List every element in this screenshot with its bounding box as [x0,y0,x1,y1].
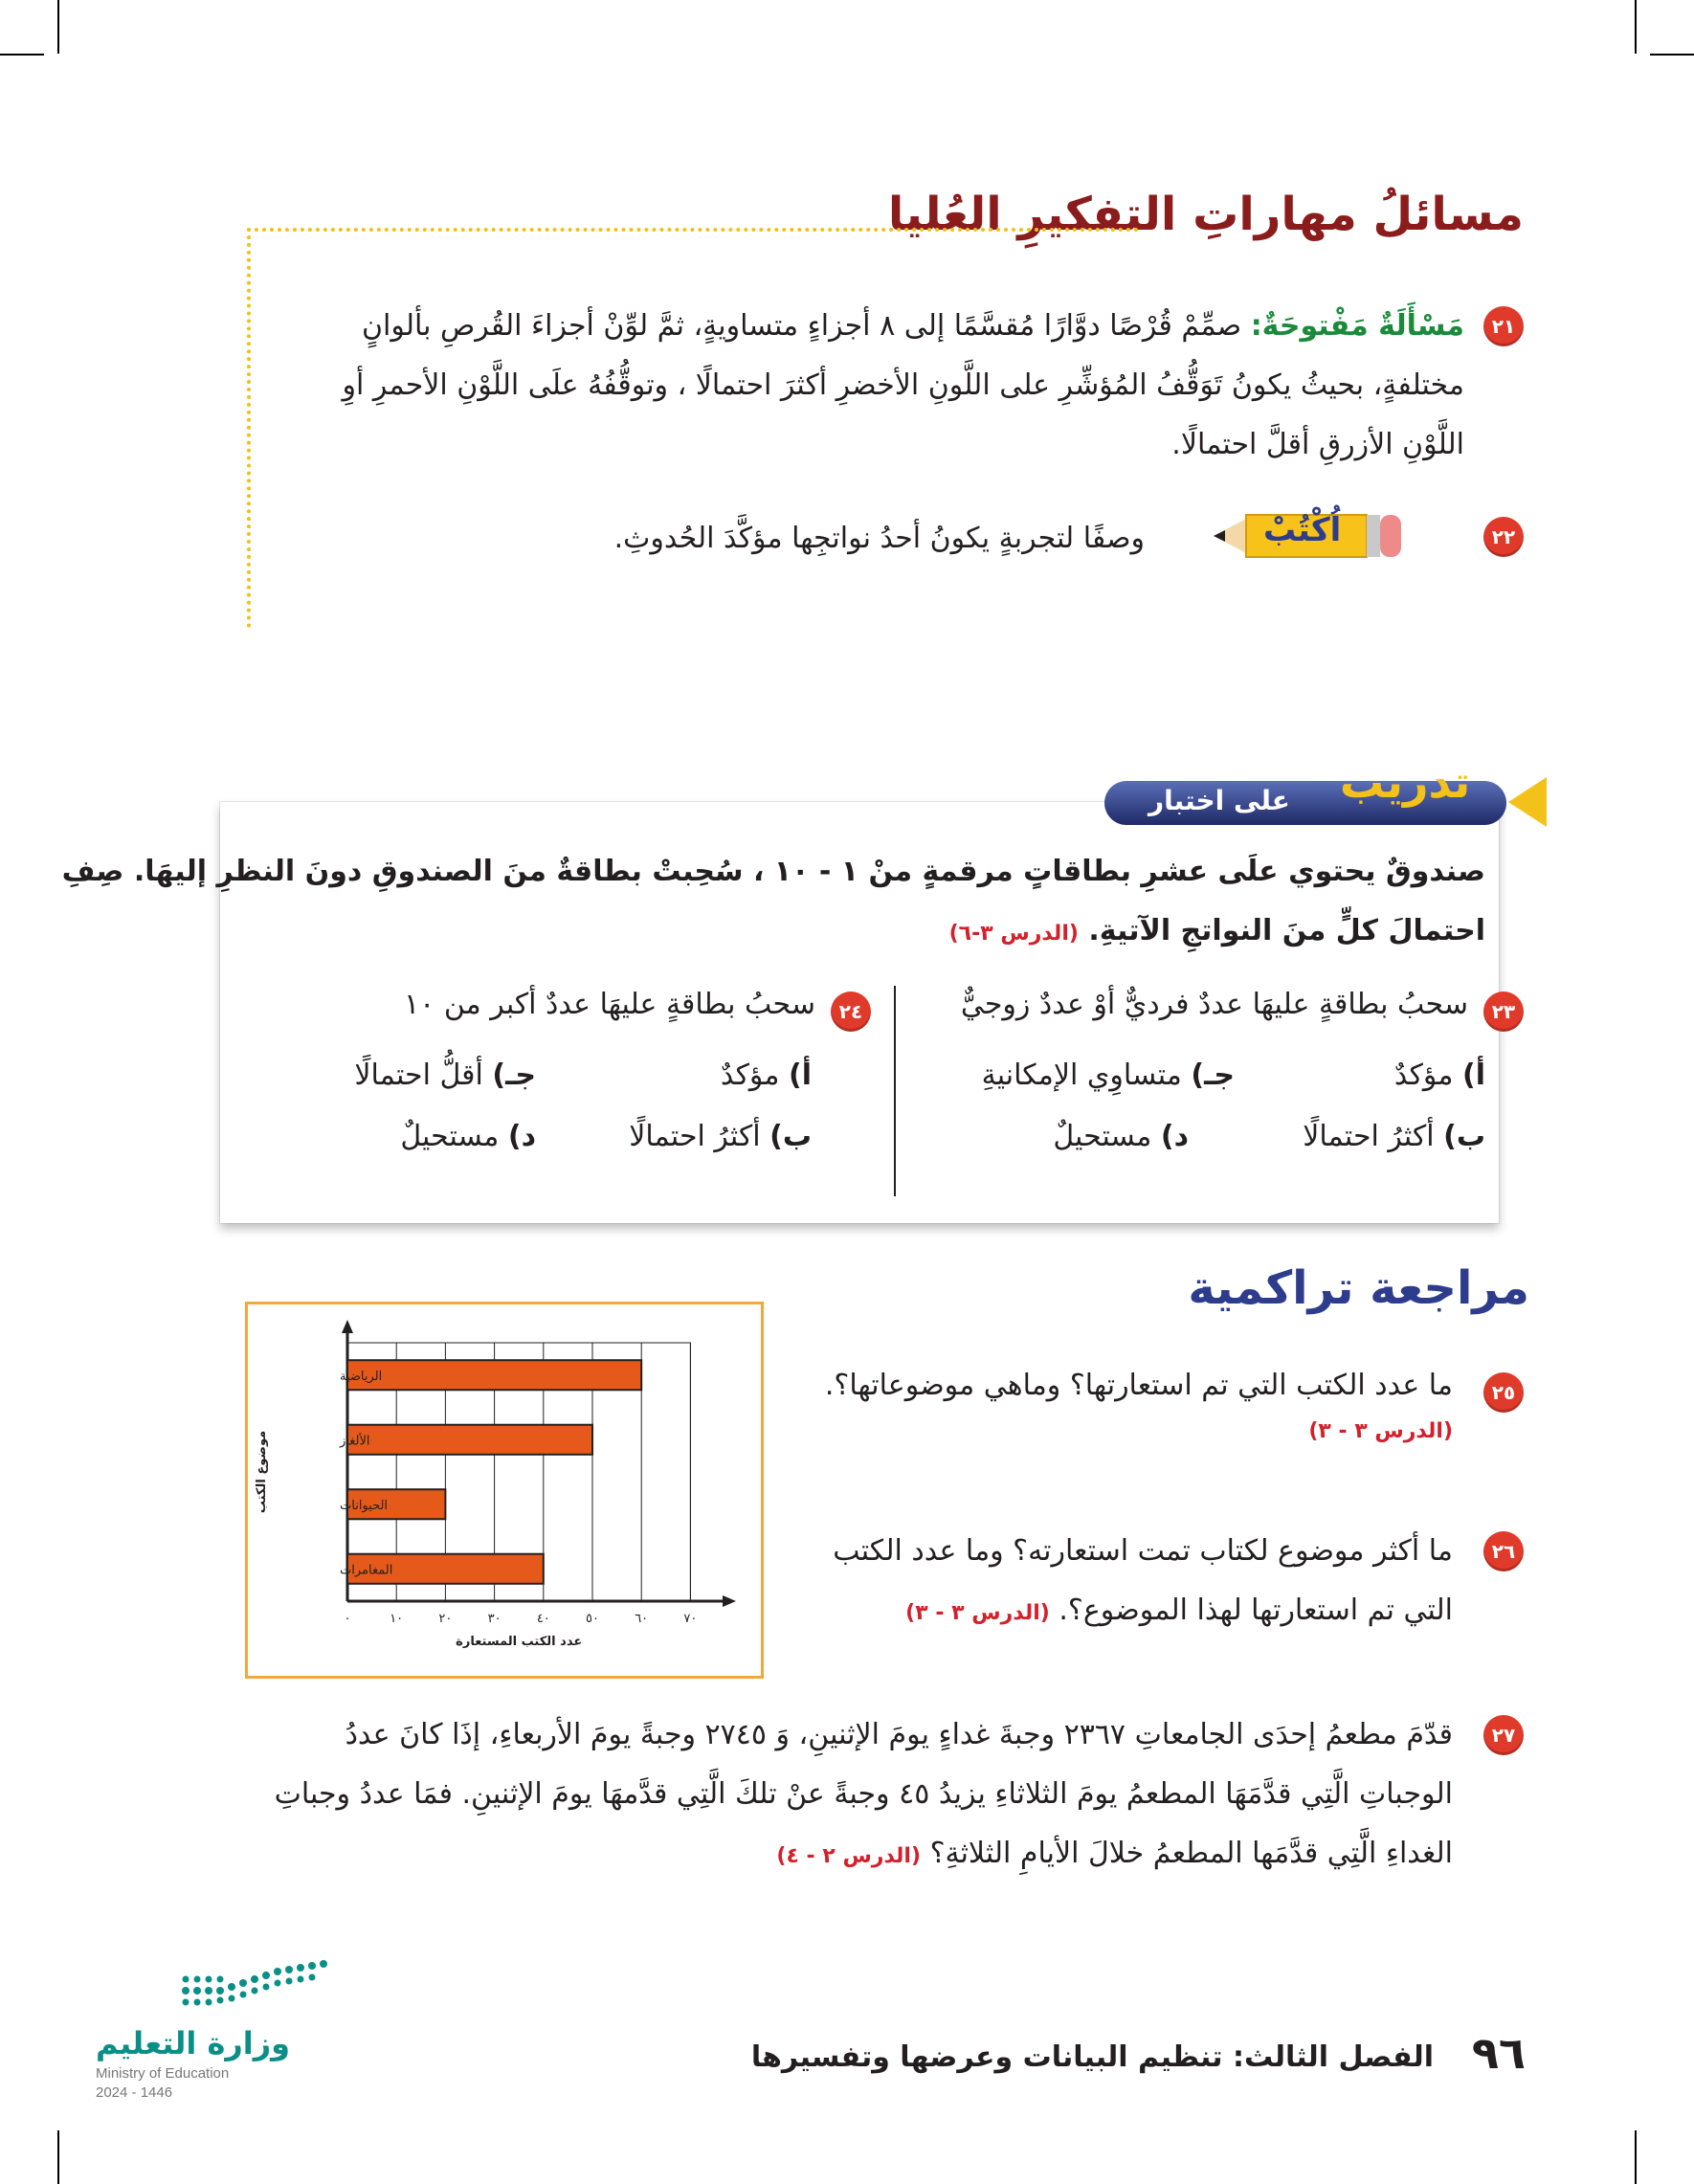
question-21 [342,297,1464,475]
q24-option-d: د) مستحيلٌ [400,1120,536,1153]
chart-tick-label: ١٠ [390,1612,404,1626]
chart-category-label: الحيوانات [340,1498,389,1513]
chart-x-axis-arrow [723,1595,736,1607]
q22-text: وصفًا لتجربةٍ يكونُ أحدُ نواتجِها مؤكَّدَ الحُدوثِ. [613,522,1145,555]
lesson-ref: (الدرس ٢ - ٤) [776,1844,922,1868]
higher-order-heading: مسائلُ مهاراتِ التفكيرِ العُليا [887,188,1524,241]
q24-option-b: ب) أكثرُ احتمالًا [629,1120,812,1153]
write-label: اُكْتُبْ [1263,511,1342,549]
q27-line2: الوجباتِ الَّتِي قدَّمَهَا المطعمُ يومَ الثلاثاءِ يزيدُ ٤٥ وجبةً عنْ تلكَ الَّتِي قدَّمهَا يومَ الإثنينِ. فمَا عددُ وجباتِ [274,1777,1453,1811]
q23-option-a: أ) مؤكدٌ [1393,1059,1485,1092]
chart-bar [347,1425,592,1455]
chart-frame [245,1302,764,1679]
q26-line1: ما أكثر موضوع لكتاب تمت استعارته؟ وما عدد الكتب [833,1534,1453,1568]
chart-y-label: موضوع الكتب [255,1430,269,1514]
chart-tick-label: ٧٠ [683,1612,698,1626]
test-intro-line2: احتمالَ كلٍّ منَ النواتجِ الآتيةِ. [1088,914,1485,947]
column-divider [894,986,896,1196]
crop-mark [57,0,59,54]
q23-option-d: د) مستحيلٌ [1053,1120,1189,1153]
edition-year: 2024 - 1446 [96,2084,173,2101]
q26-line2: التي تم استعارتها لهذا الموضوع؟. [1059,1593,1453,1627]
crop-mark [1635,0,1637,54]
crop-mark [1635,2130,1637,2184]
question-number: ٢٧ [1483,1715,1524,1755]
q25-text: ما عدد الكتب التي تم استعارتها؟ وماهي موضوعاتها؟. [824,1369,1453,1402]
chart-category-label: الألغاز [340,1434,370,1449]
cumulative-review-heading: مراجعة تراكمية [1188,1261,1529,1315]
ministry-name-ar: وزارة التعليم [96,2025,291,2061]
q23-option-b: ب) أكثرُ احتمالًا [1303,1120,1485,1153]
dotted-divider [247,228,251,628]
question-number: ٢١ [1483,306,1524,346]
q27-line1: قدّمَ مطعمُ إحدَى الجامعاتِ ٢٣٦٧ وجبةَ غداءٍ يومَ الإثنينِ، وَ ٢٧٤٥ وجبةً يومَ الأربعاءِ، إذَا كانَ عددُ [345,1718,1453,1751]
chart-tick-label: ٢٠ [438,1612,453,1626]
ministry-name-en: Ministry of Education [96,2065,230,2082]
q25 [825,1363,1453,1455]
chart-tick-label: ٦٠ [635,1612,649,1626]
page-number: ٩٦ [1471,2027,1526,2079]
q24-text: سحبُ بطاقةٍ عليهَا عددٌ أكبر من ١٠ [404,988,815,1021]
lesson-ref: (الدرس ٣ - ٣) [1308,1419,1453,1443]
question-number: ٢٦ [1483,1531,1524,1571]
chart-x-label: عدد الكتب المستعارة [456,1635,583,1649]
q27-line3: الغداءِ الَّتِي قدَّمَها المطعمُ خلالَ الأيامِ الثلاثةِ؟ [929,1837,1453,1870]
crop-mark [0,54,44,56]
chart-bar [347,1360,641,1390]
lesson-ref: (الدرس ٣ - ٣) [905,1601,1050,1625]
test-intro [61,842,1485,964]
q23-option-c: جـ) متساوِي الإمكانيةِ [981,1059,1235,1092]
question-number: ٢٣ [1483,992,1524,1032]
chapter-title: الفصل الثالث: تنظيم البيانات وعرضها وتفسيرها [750,2040,1434,2074]
chart-tick-label: ٠ [344,1612,351,1626]
crop-mark [57,2130,59,2184]
dotted-divider [247,228,1139,232]
q21-line2: مختلفةٍ، بحيثُ يكونُ تَوَقُّفُ المُؤشِّرِ على اللَّونِ الأخضرِ أكثرَ احتمالًا ، وتوقُّفُهُ علَى اللَّوْنِ الأحمرِ أوِ [342,368,1464,402]
q24-option-c: جـ) أقلُّ احتمالًا [354,1059,536,1092]
q21-line1: صمِّمْ قُرْصًا دوَّارًا مُقسَّمًا إلى ٨ أجزاءٍ متساويةٍ، ثمَّ لوِّنْ أجزاءَ القُرصِ بألوانٍ [361,309,1242,343]
test-intro-line1: صندوقٌ يحتوي علَى عشرِ بطاقاتٍ مرقمةٍ منْ ١ - ١٠ ، سُحِبتْ بطاقةٌ منَ الصندوقِ دونَ النظرِ إليهَا. صِفِ [61,855,1485,888]
chart-category-label: المغامرات [340,1563,393,1578]
q21-line3: اللَّوْنِ الأزرقِ أقلَّ احتمالًا. [1171,428,1464,461]
crop-mark [1650,54,1694,56]
bar-chart [248,1304,761,1676]
chart-y-axis-arrow [342,1320,353,1333]
q26 [833,1522,1453,1643]
test-banner-big: تدريب [1340,756,1471,808]
chart-tick-label: ٤٠ [536,1612,550,1626]
open-problem-label: مَسْأَلَةٌ مَفْتوحَةٌ: [1250,309,1464,343]
chart-category-label: الرياضية [340,1369,383,1384]
chart-tick-label: ٣٠ [487,1612,502,1626]
lesson-ref: (الدرس ٣-٦) [948,922,1079,946]
chart-tick-label: ٥٠ [586,1612,599,1626]
q23-text: سحبُ بطاقةٍ عليهَا عددٌ فرديٌّ أوْ عددٌ زوجيٌّ [960,988,1468,1021]
q27 [209,1705,1453,1886]
test-banner-small: على اختبار [1148,785,1290,816]
question-number: ٢٤ [831,992,871,1032]
question-number: ٢٥ [1483,1372,1524,1413]
question-number: ٢٢ [1483,517,1524,557]
q24-option-a: أ) مؤكدٌ [720,1059,812,1092]
ministry-logo-icon [172,1952,341,2014]
